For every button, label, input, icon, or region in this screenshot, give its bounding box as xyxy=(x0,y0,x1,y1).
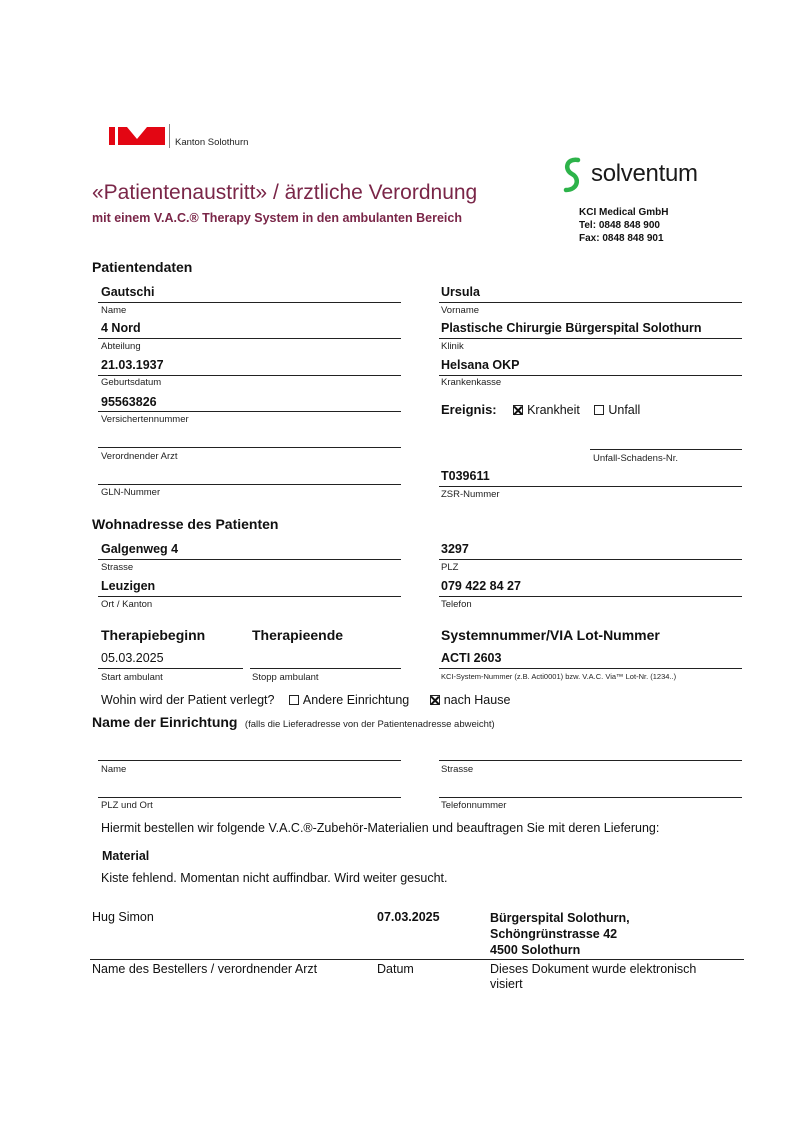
telefon-value[interactable]: 079 422 84 27 xyxy=(441,579,521,593)
telefon-label: Telefon xyxy=(441,599,472,610)
vorname-value[interactable]: Ursula xyxy=(441,285,480,299)
krankenkasse-value[interactable]: Helsana OKP xyxy=(441,358,520,372)
gln-label: GLN-Nummer xyxy=(101,487,161,498)
klinik-label: Klinik xyxy=(441,341,464,352)
vorname-label: Vorname xyxy=(441,305,480,316)
plz-label: PLZ xyxy=(441,562,459,573)
krankheit-label: Krankheit xyxy=(527,403,580,417)
signature-line xyxy=(90,959,744,960)
unfall-nr-label: Unfall-Schadens-Nr. xyxy=(593,453,679,464)
bestellung-intro: Hiermit bestellen wir folgende V.A.C.®-Zubehör-Materialien und beauftragen Sie mit deren Lieferung: xyxy=(101,821,660,835)
einrichtung-name-label: Name xyxy=(101,764,127,775)
company-tel: Tel: 0848 848 900 xyxy=(579,220,660,231)
note-line-1: Dieses Dokument wurde elektronisch xyxy=(490,962,697,976)
company-name: KCI Medical GmbH xyxy=(579,207,669,218)
address-block xyxy=(490,910,630,958)
strasse-label: Strasse xyxy=(101,562,134,573)
header-subtitle: mit einem V.A.C.® Therapy System in den ambulanten Bereich xyxy=(92,211,462,225)
abteilung-label: Abteilung xyxy=(101,341,141,352)
strasse-value[interactable]: Galgenweg 4 xyxy=(101,542,179,556)
company-block xyxy=(579,206,668,245)
kanton-label: Kanton Solothurn xyxy=(175,137,249,148)
header-title: «Patientenaustritt» / ärztliche Verordnung xyxy=(92,181,478,204)
systemnummer-value[interactable]: ACTI 2603 xyxy=(441,651,502,665)
nach-hause-label: nach Hause xyxy=(443,693,511,707)
besteller-label: Name des Bestellers / verordnender Arzt xyxy=(92,962,318,976)
andere-einrichtung-checkbox[interactable] xyxy=(289,695,299,705)
klinik-value[interactable]: Plastische Chirurgie Bürgerspital Solothurn xyxy=(441,321,702,335)
besteller-value: Hug Simon xyxy=(92,910,154,924)
versichertennummer-value[interactable]: 95563826 xyxy=(101,395,157,409)
note-line-2: visiert xyxy=(490,977,523,991)
ort-label: Ort / Kanton xyxy=(101,599,153,610)
unfall-label: Unfall xyxy=(608,403,641,417)
start-ambulant-label: Start ambulant xyxy=(101,672,163,683)
section-patientendaten: Patientendaten xyxy=(92,259,193,275)
krankheit-checkbox[interactable] xyxy=(513,405,523,415)
material-text[interactable]: Kiste fehlend. Momentan nicht auffindbar. Wird weiter gesucht. xyxy=(101,871,448,885)
name-label: Name xyxy=(101,305,127,316)
abteilung-value[interactable]: 4 Nord xyxy=(101,321,141,335)
geburtsdatum-value[interactable]: 21.03.1937 xyxy=(101,358,164,372)
nach-hause-checkbox[interactable] xyxy=(430,695,440,705)
ereignis-group xyxy=(441,401,640,419)
verlegt-group xyxy=(101,691,510,709)
systemnummer-heading: Systemnummer/VIA Lot-Nummer xyxy=(441,627,660,643)
material-heading: Material xyxy=(102,849,150,863)
section-wohnadresse: Wohnadresse des Patienten xyxy=(92,516,279,532)
einrichtung-telefon-label: Telefonnummer xyxy=(441,800,507,811)
elektronisch-note xyxy=(490,962,696,992)
section-einrichtung: Name der Einrichtung xyxy=(92,714,238,730)
address-line-2: Schöngrünstrasse 42 xyxy=(490,927,618,941)
address-line-1: Bürgerspital Solothurn, xyxy=(490,911,630,925)
solventum-logo-icon xyxy=(558,156,586,194)
einrichtung-plz-ort-label: PLZ und Ort xyxy=(101,800,153,811)
geburtsdatum-label: Geburtsdatum xyxy=(101,377,162,388)
datum-value: 07.03.2025 xyxy=(377,910,440,924)
therapiebeginn-heading: Therapiebeginn xyxy=(101,627,206,643)
zsr-label: ZSR-Nummer xyxy=(441,489,500,500)
einrichtung-heading-row xyxy=(92,714,495,732)
therapieende-heading: Therapieende xyxy=(252,627,344,643)
verlegt-question: Wohin wird der Patient verlegt? xyxy=(101,693,275,707)
verordnender-arzt-label: Verordnender Arzt xyxy=(101,451,178,462)
plz-value[interactable]: 3297 xyxy=(441,542,469,556)
kanton-divider xyxy=(169,124,170,148)
kanton-logo xyxy=(109,125,165,147)
address-line-3: 4500 Solothurn xyxy=(490,943,581,957)
start-ambulant-value[interactable]: 05.03.2025 xyxy=(101,651,164,665)
systemnummer-label: KCI-System-Nummer (z.B. Acti0001) bzw. V.A.C. Via™ Lot-Nr. (1234..) xyxy=(441,672,677,681)
unfall-checkbox[interactable] xyxy=(594,405,604,415)
company-fax: Fax: 0848 848 901 xyxy=(579,233,664,244)
andere-einrichtung-label: Andere Einrichtung xyxy=(302,693,410,707)
einrichtung-note: (falls die Lieferadresse von der Patientenadresse abweicht) xyxy=(244,719,495,730)
ereignis-label: Ereignis: xyxy=(441,402,497,417)
krankenkasse-label: Krankenkasse xyxy=(441,377,502,388)
datum-label: Datum xyxy=(377,962,414,976)
solventum-brand: solventum xyxy=(591,160,698,187)
ort-value[interactable]: Leuzigen xyxy=(101,579,156,593)
einrichtung-strasse-label: Strasse xyxy=(441,764,474,775)
zsr-value[interactable]: T039611 xyxy=(441,469,490,483)
stopp-ambulant-label: Stopp ambulant xyxy=(252,672,319,683)
name-value[interactable]: Gautschi xyxy=(101,285,155,299)
versichertennummer-label: Versichertennummer xyxy=(101,414,189,425)
